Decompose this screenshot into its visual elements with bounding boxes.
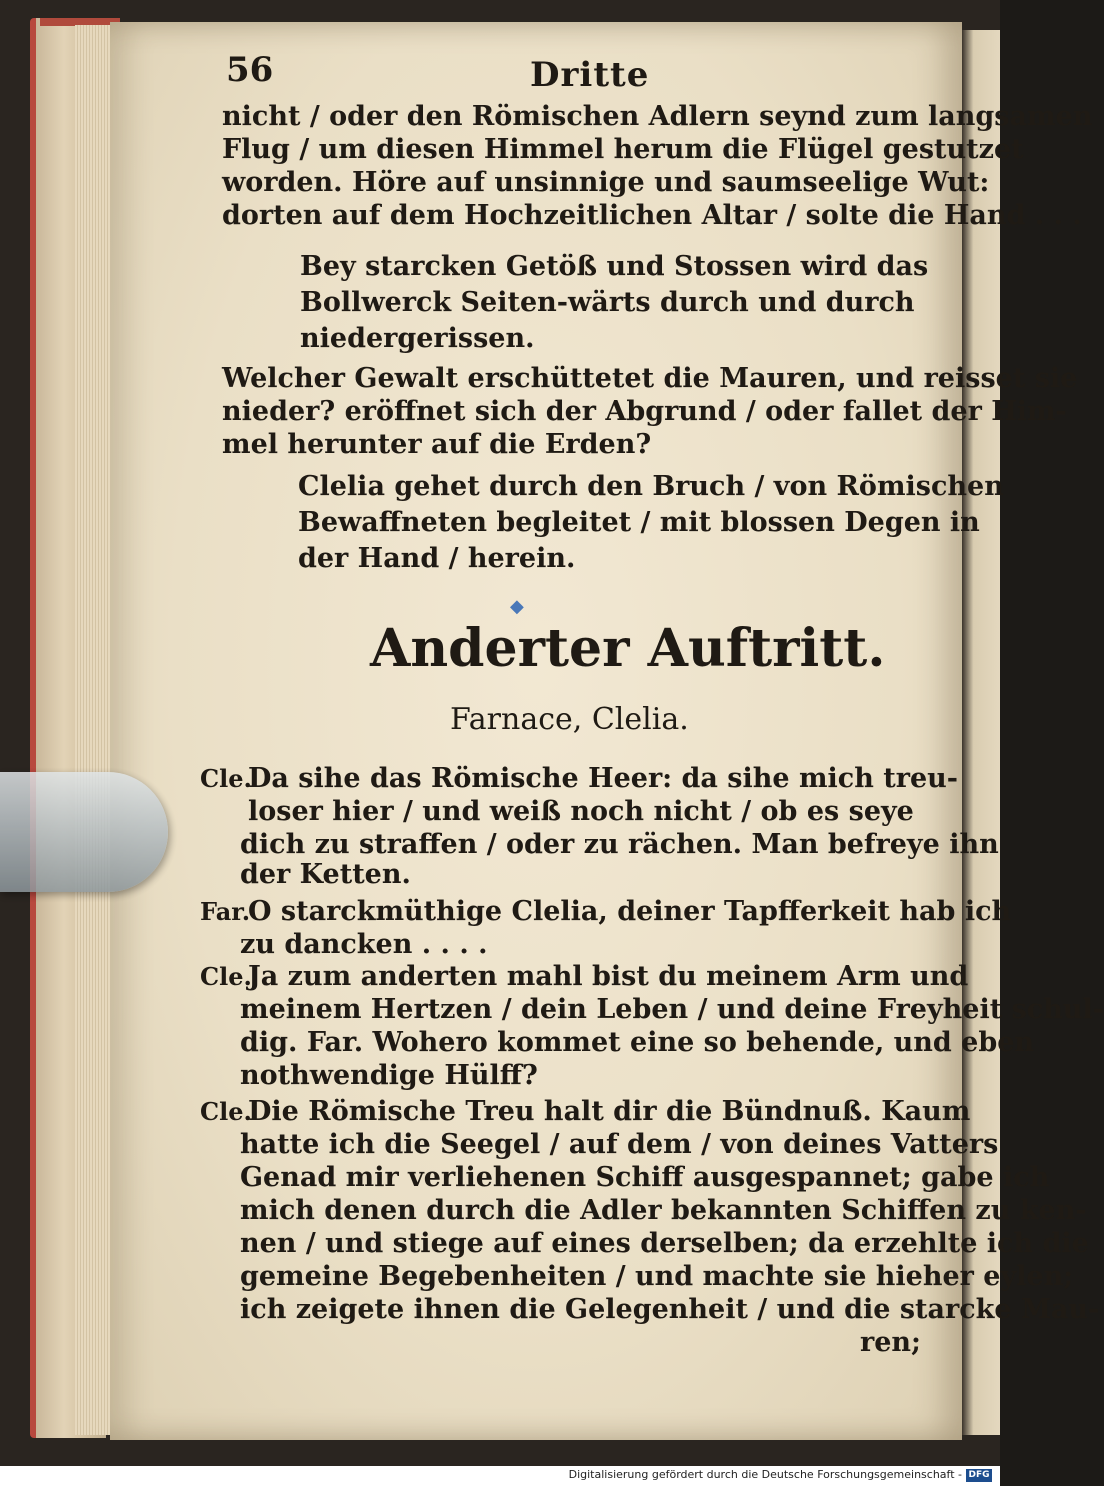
dialogue-line: Genad mir verliehenen Schiff ausgespannet; gabe ich xyxy=(240,1162,1050,1193)
text-line: nieder? eröffnet sich der Abgrund / oder fallet der Him- xyxy=(222,396,1067,427)
dialogue-line: loser hier / und weiß noch nicht / ob es seye xyxy=(248,796,914,827)
scene-title: Anderter Auftritt. xyxy=(370,618,886,679)
dfg-logo: DFG xyxy=(966,1469,992,1482)
footer-credit: Digitalisierung gefördert durch die Deutsche Forschungsgemeinschaft - xyxy=(568,1468,962,1481)
text-line: Flug / um diesen Himmel herum die Flügel gestutzet xyxy=(222,134,1024,165)
dialogue-line: hatte ich die Seegel / auf dem / von deines Vatters xyxy=(240,1129,999,1160)
speaker: Far. xyxy=(200,897,251,926)
ornament-icon: ◆ xyxy=(510,596,524,617)
dialogue-line xyxy=(200,895,1011,928)
book-clamp xyxy=(0,772,168,892)
dialogue-line: mich denen durch die Adler bekannten Schiffen zu ken- xyxy=(240,1195,1087,1226)
dialogue-line: ich zeigete ihnen die Gelegenheit / und die starcke Mau- xyxy=(240,1294,1100,1325)
dialogue-line: nothwendige Hülff? xyxy=(240,1060,538,1091)
line-text: O starckmüthige Clelia, deiner Tapfferkeit hab ich xyxy=(248,896,1012,927)
speaker: Cle. xyxy=(200,764,252,793)
text-line: Clelia gehet durch den Bruch / von Römischen xyxy=(298,471,1004,502)
line-text: Ja zum anderten mahl bist du meinem Arm und xyxy=(248,961,969,992)
character-list: Farnace, Clelia. xyxy=(450,702,689,737)
text-line: niedergerissen. xyxy=(300,323,535,354)
dialogue-line: meinem Hertzen / dein Leben / und deine Freyheit schul- xyxy=(240,994,1104,1025)
line-text: Da sihe das Römische Heer: da sihe mich treu- xyxy=(248,763,958,794)
text-line: dorten auf dem Hochzeitlichen Altar / solte die Hand . . . xyxy=(222,200,1082,231)
running-title: Dritte xyxy=(530,55,650,95)
dialogue-line: dich zu straffen / oder zu rächen. Man befreye ihn xyxy=(240,829,999,860)
dialogue-line: der Ketten. xyxy=(240,859,411,890)
text-line: Bollwerck Seiten-wärts durch und durch xyxy=(300,287,915,318)
dialogue-line: nen / und stiege auf eines derselben; da erzehlte ich die xyxy=(240,1228,1089,1259)
dialogue-line: dig. Far. Wohero kommet eine so behende, und eben xyxy=(240,1027,1035,1058)
page-stack xyxy=(75,25,115,1435)
line-text: Die Römische Treu halt dir die Bündnuß. Kaum xyxy=(248,1096,971,1127)
text-line: der Hand / herein. xyxy=(298,543,576,574)
text-line: mel herunter auf die Erden? xyxy=(222,429,652,460)
dialogue-line xyxy=(200,1095,970,1128)
speaker: Cle. xyxy=(200,962,252,991)
text-line: nicht / oder den Römischen Adlern seynd zum langsamen xyxy=(222,101,1093,132)
text-line: worden. Höre auf unsinnige und saumseelige Wut: xyxy=(222,167,990,198)
dialogue-line: zu dancken . . . . xyxy=(240,929,488,960)
dialogue-line xyxy=(200,960,968,993)
dialogue-line: ren; xyxy=(860,1327,922,1358)
text-line: Bey starcken Getöß und Stossen wird das xyxy=(300,251,929,282)
dialogue-line: gemeine Begebenheiten / und machte sie hieher eylen; xyxy=(240,1261,1074,1292)
text-line: Welcher Gewalt erschüttetet die Mauren, und reisset sie xyxy=(222,363,1078,394)
text-line: Bewaffneten begleitet / mit blossen Degen in xyxy=(298,507,980,538)
page-number: 56 xyxy=(226,50,274,90)
dialogue-line xyxy=(200,762,958,795)
speaker: Cle. xyxy=(200,1097,252,1126)
